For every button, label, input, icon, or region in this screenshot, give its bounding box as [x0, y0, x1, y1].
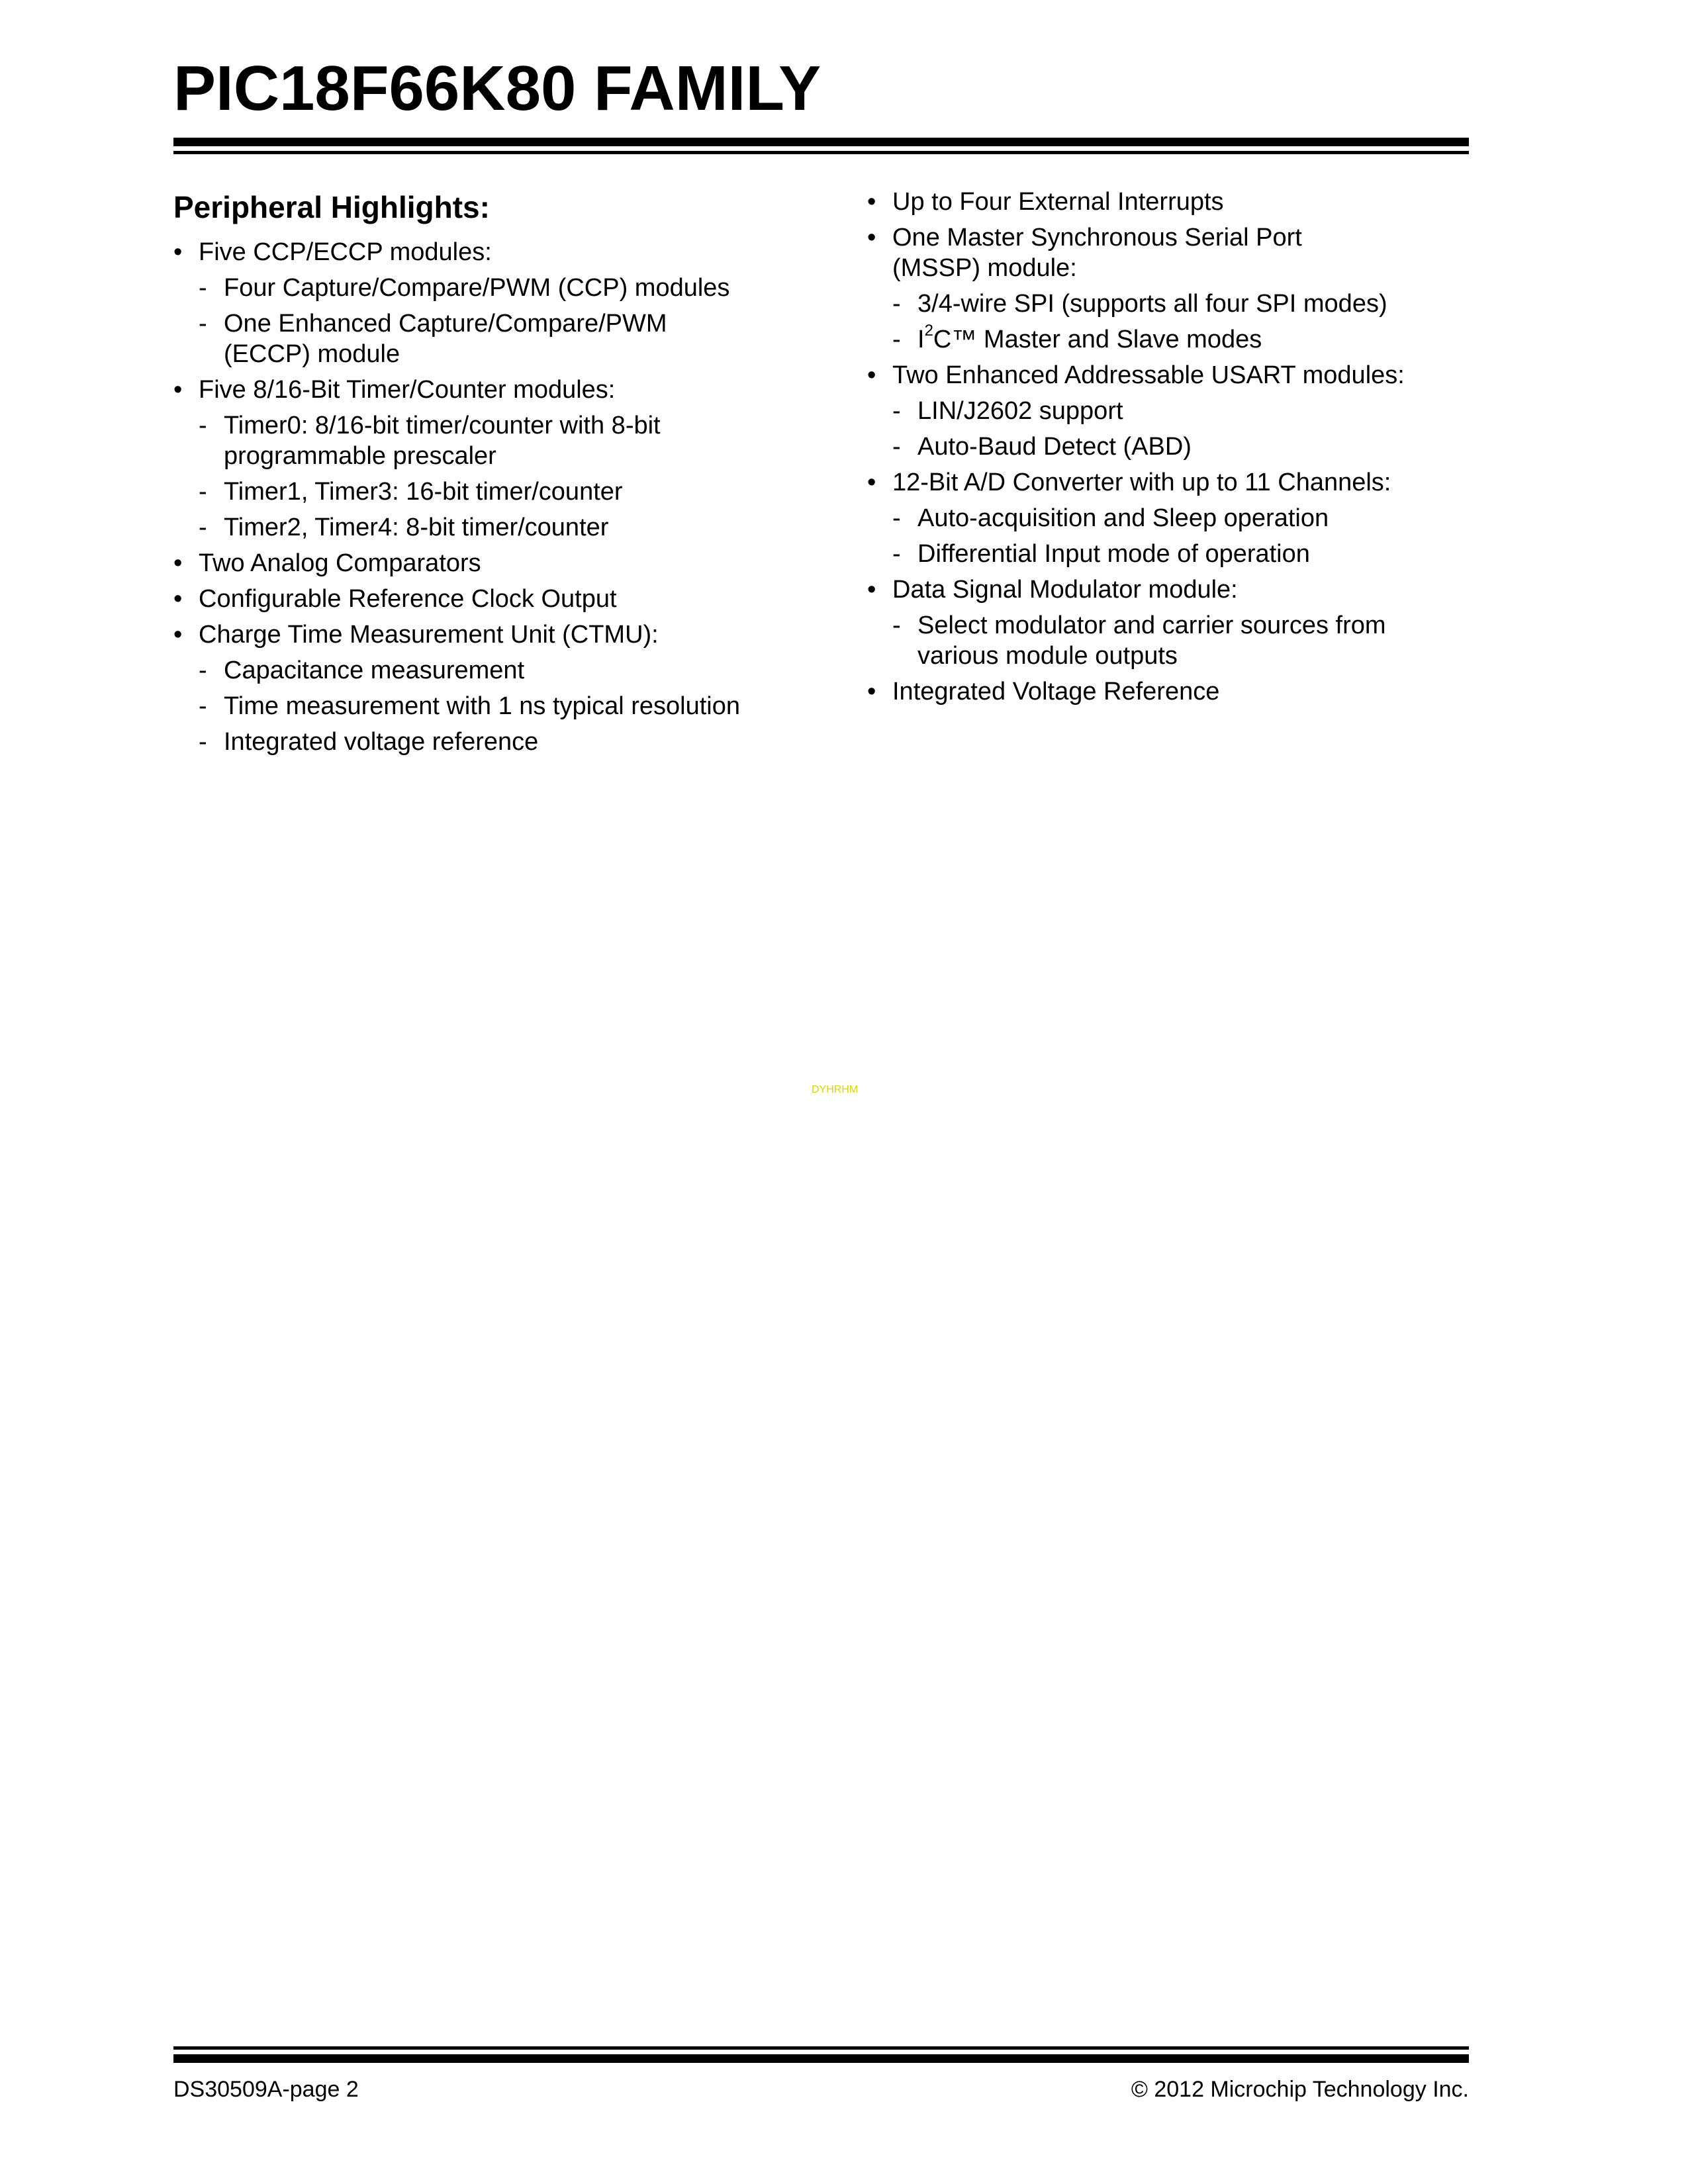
dash-icon: -: [199, 692, 207, 720]
header-rule-thin: [173, 151, 1469, 154]
sub-list-item: [173, 691, 769, 721]
list-item-text: Timer1, Timer3: 16-bit timer/counter: [224, 478, 623, 506]
list-item: [173, 548, 769, 578]
sub-list-item: [867, 289, 1476, 319]
dash-icon: -: [892, 504, 901, 532]
list-item-text: Four Capture/Compare/PWM (CCP) modules: [224, 274, 730, 302]
sub-list-item: [173, 308, 680, 369]
sub-list-item: [173, 273, 769, 303]
list-item-text: Timer0: 8/16-bit timer/counter with 8-bit programmable prescaler: [224, 412, 661, 470]
page-title: PIC18F66K80 FAMILY: [173, 53, 821, 124]
list-item-text: One Enhanced Capture/Compare/PWM (ECCP) module: [224, 310, 667, 368]
list-item-text: Integrated Voltage Reference: [892, 678, 1220, 705]
dash-icon: -: [199, 412, 207, 439]
sub-list-item: [173, 655, 769, 686]
left-list: [173, 237, 769, 757]
list-item: [173, 375, 769, 405]
dash-icon: -: [199, 274, 207, 302]
list-item: [867, 222, 1336, 283]
bullet-icon: •: [867, 224, 876, 251]
list-item-text: Charge Time Measurement Unit (CTMU):: [199, 621, 659, 649]
list-item: [867, 574, 1476, 605]
dash-icon: -: [892, 540, 901, 568]
sub-list-item: [173, 727, 769, 757]
dash-icon: -: [199, 310, 207, 338]
list-item-text: Timer2, Timer4: 8-bit timer/counter: [224, 514, 609, 541]
list-item: [173, 584, 769, 614]
list-item: [867, 360, 1476, 390]
bullet-icon: •: [173, 238, 183, 266]
sub-list-item: [173, 477, 769, 507]
list-item-text: Capacitance measurement: [224, 657, 525, 684]
bullet-icon: •: [867, 188, 876, 216]
list-item-text: Auto-acquisition and Sleep operation: [917, 504, 1329, 532]
sub-list-item: [867, 610, 1421, 671]
list-item-text: Data Signal Modulator module:: [892, 576, 1238, 604]
list-item-text: Two Enhanced Addressable USART modules:: [892, 361, 1405, 389]
footer-doc-id: DS30509A-page 2: [173, 2077, 359, 2102]
list-item-text: 3/4-wire SPI (supports all four SPI modes): [917, 290, 1387, 318]
sub-list-item: [867, 432, 1476, 462]
list-item: [173, 237, 769, 267]
bullet-icon: •: [173, 376, 183, 404]
list-item: [173, 619, 769, 650]
list-item-text: Differential Input mode of operation: [917, 540, 1310, 568]
bullet-icon: •: [867, 678, 876, 705]
watermark-text: DYHRHM: [812, 1084, 859, 1095]
list-item-text: One Master Synchronous Serial Port (MSSP) module:: [892, 224, 1302, 282]
i2c-prefix: I: [917, 326, 925, 353]
list-item-text: Time measurement with 1 ns typical resolution: [224, 692, 741, 720]
footer-rule-thick: [173, 2054, 1469, 2063]
i2c-text: C™ Master and Slave modes: [933, 326, 1262, 353]
list-item: [867, 187, 1476, 217]
left-column: [173, 187, 769, 762]
bullet-icon: •: [867, 361, 876, 389]
sub-list-item: [867, 539, 1476, 569]
dash-icon: -: [892, 290, 901, 318]
bullet-icon: •: [867, 469, 876, 496]
list-item-text: Two Analog Comparators: [199, 549, 481, 577]
dash-icon: -: [199, 478, 207, 506]
list-item-text: Up to Four External Interrupts: [892, 188, 1224, 216]
dash-icon: -: [892, 612, 901, 639]
right-list: [867, 187, 1476, 707]
dash-icon: -: [199, 514, 207, 541]
header-rule-thick: [173, 138, 1469, 146]
dash-icon: -: [892, 433, 901, 461]
dash-icon: -: [892, 326, 901, 353]
list-item-text: LIN/J2602 support: [917, 397, 1123, 425]
dash-icon: -: [199, 657, 207, 684]
right-column: [867, 187, 1476, 712]
footer-copyright: © 2012 Microchip Technology Inc.: [1131, 2077, 1469, 2102]
sub-list-item: [173, 410, 680, 471]
sub-list-item: [867, 503, 1476, 533]
dash-icon: -: [199, 728, 207, 756]
sub-list-item: [173, 512, 769, 543]
bullet-icon: •: [173, 621, 183, 649]
bullet-icon: •: [173, 585, 183, 613]
list-item-text: Five 8/16-Bit Timer/Counter modules:: [199, 376, 616, 404]
sub-list-item: [867, 396, 1476, 426]
list-item-text: Select modulator and carrier sources from various module outputs: [917, 612, 1386, 670]
i2c-superscript: 2: [924, 322, 933, 340]
list-item: [867, 676, 1476, 707]
sub-list-item-i2c: [867, 324, 1476, 355]
list-item: [867, 467, 1476, 498]
section-heading: Peripheral Highlights:: [173, 190, 490, 224]
bullet-icon: •: [867, 576, 876, 604]
list-item-text: 12-Bit A/D Converter with up to 11 Channels:: [892, 469, 1391, 496]
list-item-text: Integrated voltage reference: [224, 728, 539, 756]
bullet-icon: •: [173, 549, 183, 577]
list-item-text: Auto-Baud Detect (ABD): [917, 433, 1192, 461]
list-item-text: Configurable Reference Clock Output: [199, 585, 617, 613]
list-item-text: Five CCP/ECCP modules:: [199, 238, 492, 266]
dash-icon: -: [892, 397, 901, 425]
footer-rule-thin: [173, 2046, 1469, 2050]
